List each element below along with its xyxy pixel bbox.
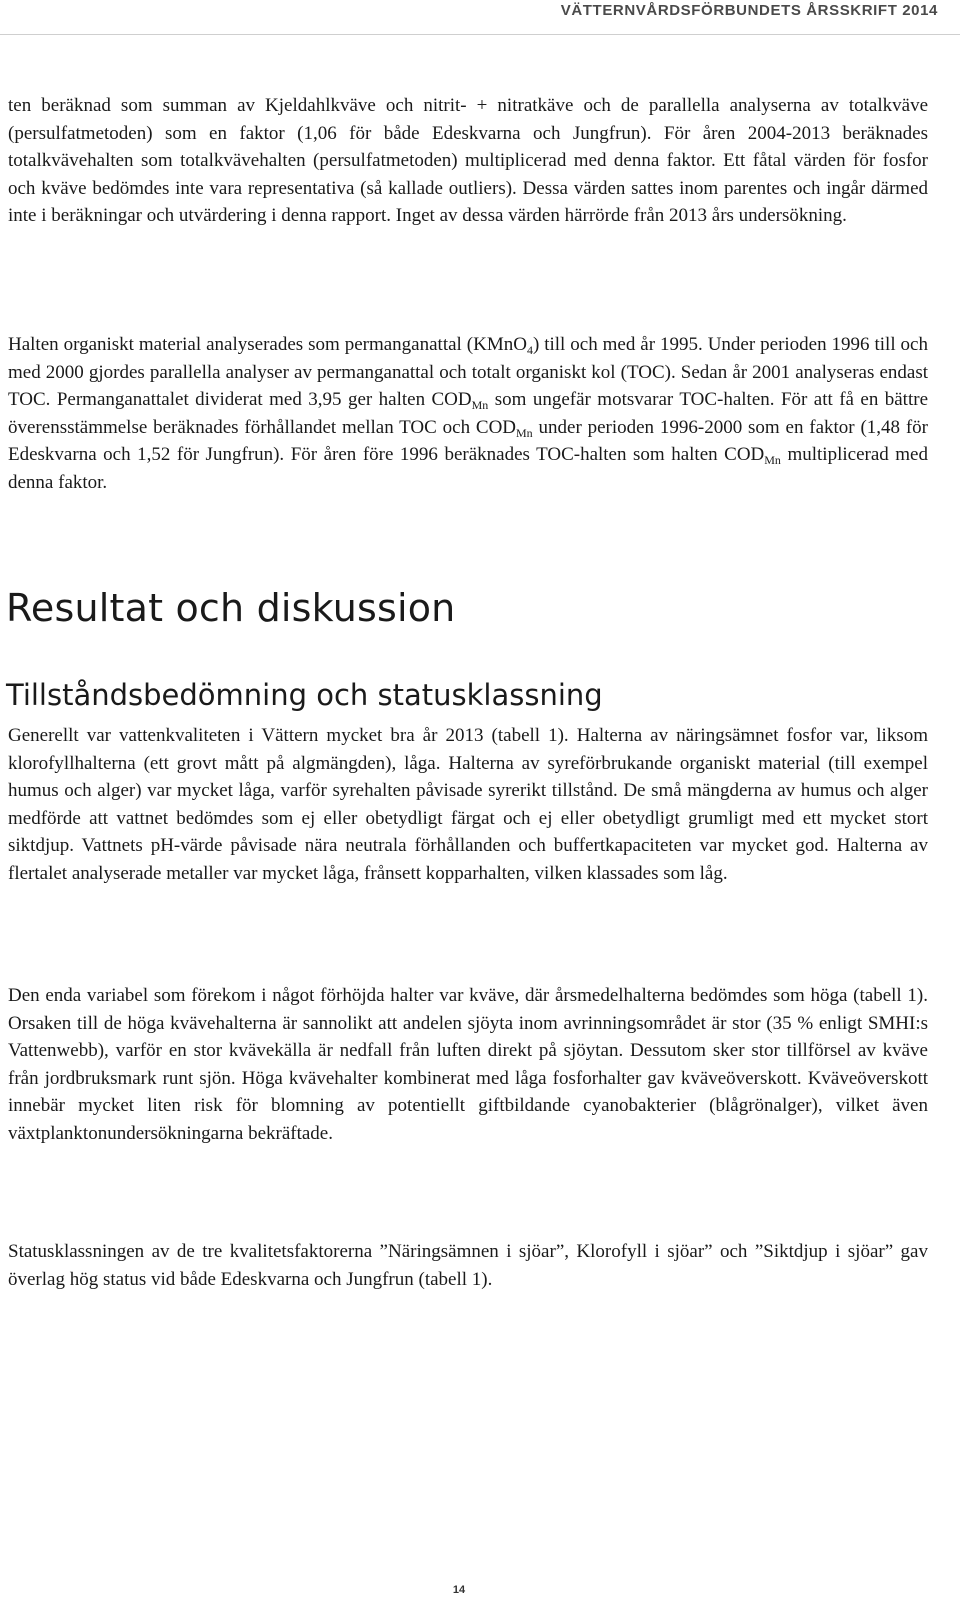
header-divider	[0, 34, 960, 35]
subsection-heading: Tillståndsbedömning och statusklassning	[6, 678, 603, 712]
results-paragraph-1: Generellt var vattenkvaliteten i Vättern mycket bra år 2013 (tabell 1). Halterna av näringsämnet fosfor var, liksom klorofyllhalterna (ett grovt mått på algmängden), låga. Halterna av syreförbrukande organiskt material (till exempel humus och alger) var mycket låga, varför syrehalten påvisade syrerikt tillstånd. De små mängderna av humus och alger medförde att vattnet bedömdes som ej eller obetydligt färgat och ej eller obetydligt grumligt med ett mycket stort siktdjup. Vattnets pH-värde påvisade nära neutrala förhållanden och buffertkapaciteten var mycket god. Halterna av flertalet analyserade metaller var mycket låga, frånsett kopparhalten, vilken klassades som låg.	[8, 725, 928, 884]
text-run: Halten organiskt material analyserades som permanganattal (KMnO	[8, 334, 527, 355]
section-heading: Resultat och diskussion	[6, 586, 456, 630]
subscript: Mn	[471, 398, 489, 413]
text-run: som ungefär motsvarar TOC-halten. För att få en bättre överensstämmelse beräknades förhållandet mellan TOC och COD	[8, 389, 928, 438]
methods-paragraph-1: ten beräknad som summan av Kjeldahlkväve och nitrit- + nitratkäve och de parallella analyserna av totalkväve (persulfatmetoden) som en faktor (1,06 för både Edeskvarna och Jungfrun). För åren 2004-2013 beräknades totalkvävehalten som totalkvävehalten (persulfatmetoden) multiplicerad med denna faktor. Ett fåtal värden för fosfor och kväve bedömdes inte vara representativa (så kallade outliers). Dessa värden sattes inom parentes och ingår därmed inte i beräkningar och utvärdering i denna rapport. Inget av dessa värden härrörde från 2013 års undersökning.	[8, 95, 928, 227]
methods-section-organic	[8, 331, 928, 497]
running-header: VÄTTERNVÅRDSFÖRBUNDETS ÅRSSKRIFT 2014	[560, 2, 938, 19]
results-section-nitrogen	[8, 982, 928, 1148]
subscript: 4	[526, 343, 533, 357]
results-paragraph-3: Statusklassningen av de tre kvalitetsfaktorerna ”Näringsämnen i sjöar”, Klorofyll i sjöar” och ”Siktdjup i sjöar” gav överlag hög status vid både Edeskvarna och Jungfrun (tabell 1).	[8, 1241, 928, 1290]
results-section	[8, 722, 928, 888]
subscript: Mn	[764, 453, 781, 468]
page-number: 14	[452, 1584, 466, 1596]
text-run: multiplicerad med denna faktor.	[8, 444, 928, 493]
results-paragraph-2: Den enda variabel som förekom i något förhöjda halter var kväve, där årsmedelhalterna bedömdes som höga (tabell 1). Orsaken till de höga kvävehalterna är sannolikt att andelen sjöyta inom avrinningsområdet är stor (35 % enligt SMHI:s Vattenwebb), varför en stor kvävekälla är nedfall från luften direkt på sjöytan. Dessutom sker stor tillförsel av kväve från jordbruksmark runt sjön. Höga kvävehalter kombinerat med låga fosforhalter gav kväveöverskott. Kväveöverskott innebär mycket liten risk för blomning av potentiellt giftbildande cyanobakterier (blågrönalger), vilket även växtplanktonundersökningarna bekräftade.	[8, 985, 928, 1144]
results-section-status	[8, 1238, 928, 1293]
methods-section	[8, 92, 928, 230]
text-run: under perioden 1996-2000 som en faktor (1,48 för Edeskvarna och 1,52 för Jungfrun). För åren före 1996 beräknades TOC-halten som halten COD	[8, 416, 928, 466]
methods-paragraph-2	[8, 331, 928, 497]
text-run: ) till och med år 1995. Under perioden 1996 till och med 2000 gjordes parallella analyser av permanganattal och totalt organiskt kol (TOC). Sedan år 2001 analyseras endast TOC. Permanganattalet dividerat med 3,95 ger halten COD	[8, 334, 928, 411]
subscript: Mn	[516, 425, 533, 440]
